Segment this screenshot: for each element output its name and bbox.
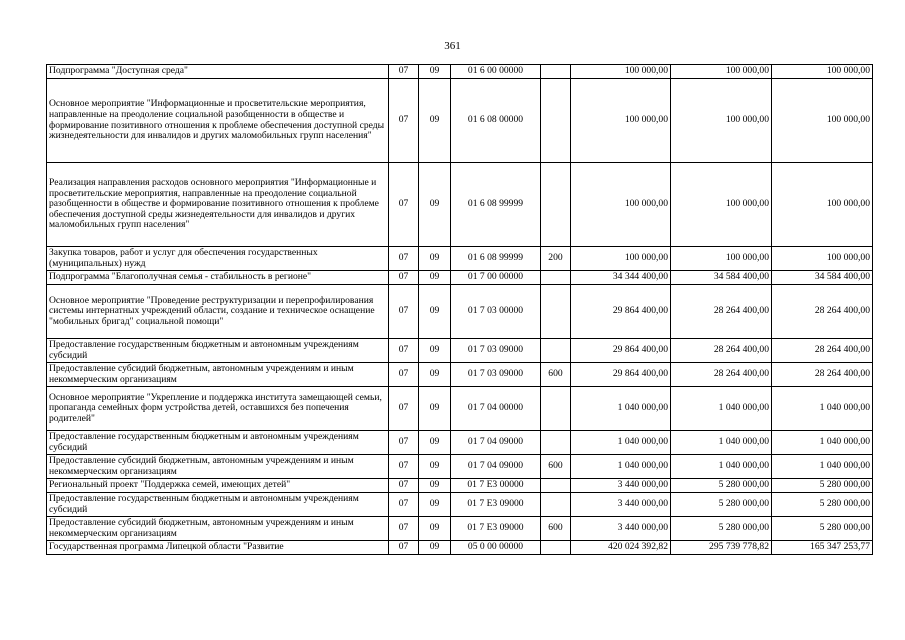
page-number: 361 xyxy=(444,40,461,52)
amount-year-2: 1 040 000,00 xyxy=(671,455,772,479)
table-row xyxy=(47,517,873,541)
subsection-code: 09 xyxy=(419,163,451,247)
subsection-code: 09 xyxy=(419,65,451,79)
table-row xyxy=(47,363,873,387)
expense-type-code xyxy=(541,479,571,493)
program-name: Основное мероприятие "Укрепление и поддержка института замещающей семьи, пропаганда семейных форм устройства детей, оставшихся без попечения родителей" xyxy=(47,387,389,431)
expense-type-code: 600 xyxy=(541,363,571,387)
subsection-code: 09 xyxy=(419,431,451,455)
amount-year-2: 5 280 000,00 xyxy=(671,517,772,541)
amount-year-3: 5 280 000,00 xyxy=(772,479,873,493)
subsection-code: 09 xyxy=(419,493,451,517)
expense-type-code xyxy=(541,541,571,555)
amount-year-3: 34 584 400,00 xyxy=(772,271,873,285)
subsection-code: 09 xyxy=(419,271,451,285)
subsection-code: 09 xyxy=(419,541,451,555)
amount-year-2: 28 264 400,00 xyxy=(671,363,772,387)
target-article-code: 01 7 Е3 09000 xyxy=(451,493,541,517)
table-row xyxy=(47,479,873,493)
table-row xyxy=(47,541,873,555)
section-code: 07 xyxy=(389,493,419,517)
expense-type-code xyxy=(541,387,571,431)
expense-type-code: 600 xyxy=(541,517,571,541)
table-row xyxy=(47,247,873,271)
table-row xyxy=(47,387,873,431)
target-article-code: 01 6 08 99999 xyxy=(451,247,541,271)
section-code: 07 xyxy=(389,163,419,247)
table-row xyxy=(47,271,873,285)
amount-year-2: 34 584 400,00 xyxy=(671,271,772,285)
subsection-code: 09 xyxy=(419,387,451,431)
program-name: Предоставление государственным бюджетным и автономным учреждениям субсидий xyxy=(47,431,389,455)
program-name: Предоставление субсидий бюджетным, автономным учреждениям и иным некоммерческим организациям xyxy=(47,455,389,479)
program-name: Закупка товаров, работ и услуг для обеспечения государственных (муниципальных) нужд xyxy=(47,247,389,271)
amount-year-1: 29 864 400,00 xyxy=(571,339,671,363)
target-article-code: 01 7 04 09000 xyxy=(451,431,541,455)
expense-type-code xyxy=(541,431,571,455)
target-article-code: 01 7 03 09000 xyxy=(451,339,541,363)
subsection-code: 09 xyxy=(419,479,451,493)
section-code: 07 xyxy=(389,517,419,541)
amount-year-2: 28 264 400,00 xyxy=(671,339,772,363)
amount-year-2: 100 000,00 xyxy=(671,247,772,271)
amount-year-2: 100 000,00 xyxy=(671,79,772,163)
amount-year-3: 165 347 253,77 xyxy=(772,541,873,555)
section-code: 07 xyxy=(389,65,419,79)
program-name: Основное мероприятие "Проведение реструктуризации и перепрофилирования системы интернатных учреждений области, создание и техническое оснащение "мобильных бригад" социальной помощи" xyxy=(47,285,389,339)
table-row xyxy=(47,431,873,455)
target-article-code: 01 6 08 00000 xyxy=(451,79,541,163)
program-name: Предоставление государственным бюджетным и автономным учреждениям субсидий xyxy=(47,493,389,517)
table-row xyxy=(47,163,873,247)
table-row xyxy=(47,285,873,339)
amount-year-2: 5 280 000,00 xyxy=(671,479,772,493)
section-code: 07 xyxy=(389,285,419,339)
subsection-code: 09 xyxy=(419,455,451,479)
section-code: 07 xyxy=(389,271,419,285)
amount-year-3: 100 000,00 xyxy=(772,247,873,271)
target-article-code: 01 7 04 09000 xyxy=(451,455,541,479)
program-name: Региональный проект "Поддержка семей, имеющих детей" xyxy=(47,479,389,493)
amount-year-3: 1 040 000,00 xyxy=(772,431,873,455)
target-article-code: 01 6 00 00000 xyxy=(451,65,541,79)
subsection-code: 09 xyxy=(419,517,451,541)
table-row xyxy=(47,339,873,363)
amount-year-2: 5 280 000,00 xyxy=(671,493,772,517)
subsection-code: 09 xyxy=(419,79,451,163)
program-name: Подпрограмма "Благополучная семья - стабильность в регионе" xyxy=(47,271,389,285)
subsection-code: 09 xyxy=(419,247,451,271)
table-row xyxy=(47,79,873,163)
amount-year-1: 3 440 000,00 xyxy=(571,493,671,517)
amount-year-3: 5 280 000,00 xyxy=(772,517,873,541)
amount-year-3: 100 000,00 xyxy=(772,163,873,247)
program-name: Предоставление субсидий бюджетным, автономным учреждениям и иным некоммерческим организациям xyxy=(47,363,389,387)
section-code: 07 xyxy=(389,455,419,479)
subsection-code: 09 xyxy=(419,339,451,363)
target-article-code: 01 6 08 99999 xyxy=(451,163,541,247)
amount-year-1: 3 440 000,00 xyxy=(571,517,671,541)
amount-year-1: 100 000,00 xyxy=(571,247,671,271)
amount-year-1: 29 864 400,00 xyxy=(571,363,671,387)
amount-year-2: 1 040 000,00 xyxy=(671,431,772,455)
amount-year-3: 1 040 000,00 xyxy=(772,387,873,431)
amount-year-3: 28 264 400,00 xyxy=(772,285,873,339)
section-code: 07 xyxy=(389,479,419,493)
section-code: 07 xyxy=(389,339,419,363)
program-name: Основное мероприятие "Информационные и просветительские мероприятия, направленные на преодоление социальной разобщенности в обществе и формирование позитивного отношения к проблеме обеспечения доступной среды жизнедеятельности для инвалидов и других маломобильных групп населения" xyxy=(47,79,389,163)
amount-year-3: 28 264 400,00 xyxy=(772,363,873,387)
section-code: 07 xyxy=(389,431,419,455)
expense-type-code: 600 xyxy=(541,455,571,479)
amount-year-1: 420 024 392,82 xyxy=(571,541,671,555)
program-name: Государственная программа Липецкой области "Развитие xyxy=(47,541,389,555)
amount-year-1: 1 040 000,00 xyxy=(571,455,671,479)
program-name: Предоставление государственным бюджетным и автономным учреждениям субсидий xyxy=(47,339,389,363)
amount-year-2: 100 000,00 xyxy=(671,65,772,79)
section-code: 07 xyxy=(389,247,419,271)
table-row xyxy=(47,493,873,517)
target-article-code: 05 0 00 00000 xyxy=(451,541,541,555)
section-code: 07 xyxy=(389,387,419,431)
target-article-code: 01 7 Е3 00000 xyxy=(451,479,541,493)
amount-year-2: 295 739 778,82 xyxy=(671,541,772,555)
target-article-code: 01 7 03 09000 xyxy=(451,363,541,387)
expense-type-code xyxy=(541,163,571,247)
expense-type-code xyxy=(541,79,571,163)
expense-type-code xyxy=(541,339,571,363)
amount-year-2: 100 000,00 xyxy=(671,163,772,247)
program-name: Реализация направления расходов основного мероприятия "Информационные и просветительские мероприятия, направленные на преодоление социальной разобщенности в обществе и формирование позитивного отношения к проблеме обеспечения доступной среды жизнедеятельности для инвалидов и других маломобильных групп населения" xyxy=(47,163,389,247)
expense-type-code xyxy=(541,285,571,339)
section-code: 07 xyxy=(389,541,419,555)
target-article-code: 01 7 03 00000 xyxy=(451,285,541,339)
amount-year-1: 100 000,00 xyxy=(571,79,671,163)
expense-type-code xyxy=(541,493,571,517)
amount-year-1: 29 864 400,00 xyxy=(571,285,671,339)
amount-year-3: 100 000,00 xyxy=(772,79,873,163)
amount-year-2: 1 040 000,00 xyxy=(671,387,772,431)
subsection-code: 09 xyxy=(419,363,451,387)
subsection-code: 09 xyxy=(419,285,451,339)
target-article-code: 01 7 Е3 09000 xyxy=(451,517,541,541)
table-row xyxy=(47,65,873,79)
amount-year-1: 34 344 400,00 xyxy=(571,271,671,285)
amount-year-1: 1 040 000,00 xyxy=(571,431,671,455)
target-article-code: 01 7 04 00000 xyxy=(451,387,541,431)
amount-year-3: 28 264 400,00 xyxy=(772,339,873,363)
amount-year-1: 100 000,00 xyxy=(571,65,671,79)
budget-table-body xyxy=(47,65,873,555)
expense-type-code: 200 xyxy=(541,247,571,271)
section-code: 07 xyxy=(389,79,419,163)
amount-year-1: 100 000,00 xyxy=(571,163,671,247)
amount-year-3: 5 280 000,00 xyxy=(772,493,873,517)
amount-year-1: 3 440 000,00 xyxy=(571,479,671,493)
amount-year-2: 28 264 400,00 xyxy=(671,285,772,339)
budget-table xyxy=(46,64,873,555)
target-article-code: 01 7 00 00000 xyxy=(451,271,541,285)
program-name: Подпрограмма "Доступная среда" xyxy=(47,65,389,79)
amount-year-3: 1 040 000,00 xyxy=(772,455,873,479)
expense-type-code xyxy=(541,65,571,79)
table-row xyxy=(47,455,873,479)
amount-year-3: 100 000,00 xyxy=(772,65,873,79)
expense-type-code xyxy=(541,271,571,285)
section-code: 07 xyxy=(389,363,419,387)
amount-year-1: 1 040 000,00 xyxy=(571,387,671,431)
program-name: Предоставление субсидий бюджетным, автономным учреждениям и иным некоммерческим организациям xyxy=(47,517,389,541)
